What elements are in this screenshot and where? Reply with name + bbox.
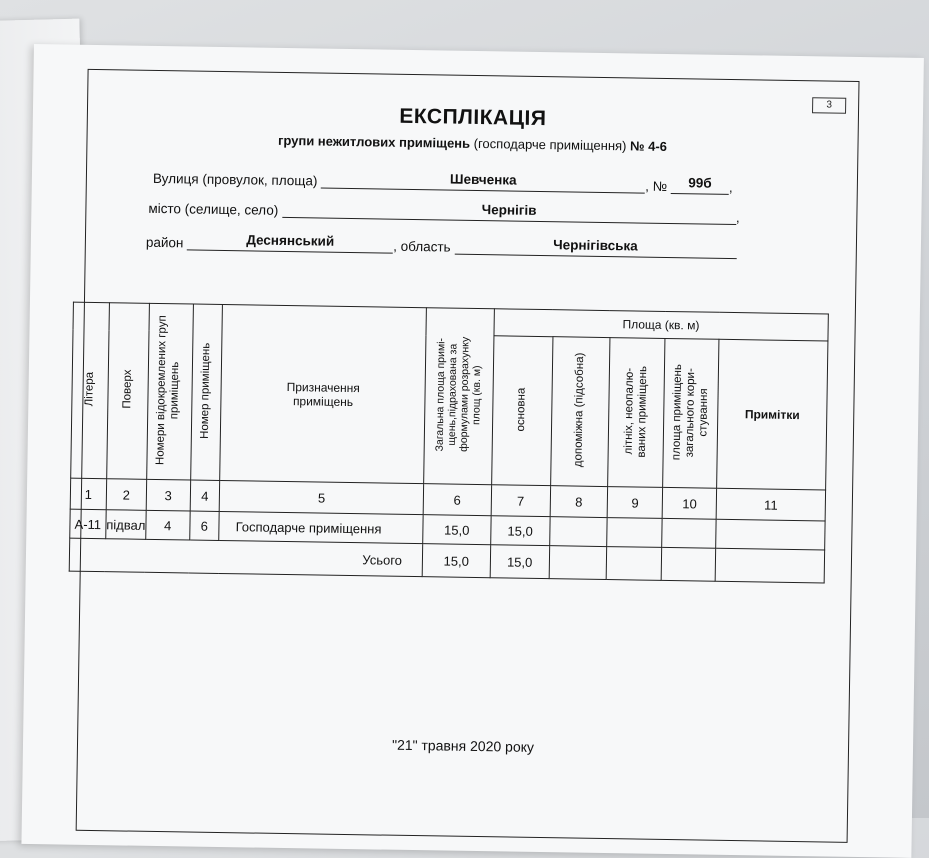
column-number: 8 xyxy=(550,486,608,518)
col-header-main-area: основна xyxy=(491,336,553,486)
document-title: ЕКСПЛІКАЦІЯ xyxy=(399,104,547,131)
column-number: 1 xyxy=(70,478,106,510)
cell-summer-area xyxy=(607,518,663,548)
column-number: 4 xyxy=(190,480,220,511)
col-header-common-area: площа приміщень загального кори- стування xyxy=(663,338,719,488)
total-common-area xyxy=(661,547,715,581)
col-header-area-group: Площа (кв. м) xyxy=(494,309,829,341)
region-label: , область xyxy=(393,238,451,255)
number-value: 99б xyxy=(671,175,729,195)
total-auxiliary-area xyxy=(549,546,607,580)
document-frame xyxy=(76,69,860,843)
district-label: район xyxy=(145,234,184,251)
column-number: 6 xyxy=(423,484,491,516)
col-header-group-numbers: Номери відокремлених груп приміщень xyxy=(147,303,193,480)
cell-total-area: 15,0 xyxy=(423,515,491,545)
page-number: 3 xyxy=(812,97,846,114)
column-number: 9 xyxy=(607,487,663,519)
total-label: Усього xyxy=(69,538,422,577)
subtitle-main: групи нежитлових приміщень xyxy=(277,132,471,151)
district-line xyxy=(146,231,737,259)
col-header-summer-area: літніх, неопалю- ваних приміщень xyxy=(608,338,666,488)
col-header-auxiliary-area: допоміжна (підсобна) xyxy=(551,337,610,487)
street-value: Шевченка xyxy=(321,170,645,194)
region-value: Чернігівська xyxy=(454,236,736,259)
explication-table xyxy=(69,302,829,584)
col-header-notes: Примітки xyxy=(717,339,828,490)
column-number: 5 xyxy=(219,480,423,514)
subtitle-type: (господарче приміщення) xyxy=(473,135,627,154)
col-header-purpose: Призначення приміщень xyxy=(220,304,427,483)
total-notes xyxy=(715,548,824,583)
column-number: 11 xyxy=(716,488,825,521)
column-number: 7 xyxy=(491,485,551,517)
column-number: 3 xyxy=(146,479,190,511)
street-line: Вулиця (провулок, площа) Шевченка , № 99б , xyxy=(152,170,733,195)
cell-notes xyxy=(716,519,825,550)
city-value: Чернігів xyxy=(282,199,736,225)
street-label: Вулиця (провулок, площа) xyxy=(152,170,318,189)
city-label: місто (селище, село) xyxy=(148,200,279,218)
table-header-row xyxy=(73,302,828,341)
col-header-total-area: Загальна площа примі- щень,підрахована за формулами розрахунку площ (кв. м) xyxy=(424,308,494,485)
city-line: місто (селище, село) Чернігів , xyxy=(148,200,740,226)
column-number: 10 xyxy=(662,487,716,519)
document-sheet xyxy=(21,44,923,858)
col-header-room-number: Номер приміщень xyxy=(190,304,222,480)
cell-poverkh: підвал xyxy=(106,510,147,540)
subtitle-number: № 4-6 xyxy=(629,138,668,154)
total-area: 15,0 xyxy=(422,544,490,578)
total-main-area: 15,0 xyxy=(490,545,550,579)
column-number: 2 xyxy=(106,479,147,511)
cell-group: 4 xyxy=(146,510,190,540)
total-summer-area xyxy=(606,547,662,581)
cell-litera: А-11 xyxy=(70,509,106,539)
cell-common-area xyxy=(662,518,716,548)
district-value: Деснянський xyxy=(187,231,393,253)
cell-room-number: 6 xyxy=(189,511,219,540)
number-label: , № xyxy=(645,178,668,194)
col-header-litera: Літера xyxy=(71,302,110,479)
cell-main-area: 15,0 xyxy=(490,516,550,546)
cell-purpose: Господарче приміщення xyxy=(219,511,423,543)
col-header-poverkh: Поверх xyxy=(106,303,149,480)
cell-auxiliary-area xyxy=(550,517,608,547)
document-date: "21" травня 2020 року xyxy=(391,736,535,755)
